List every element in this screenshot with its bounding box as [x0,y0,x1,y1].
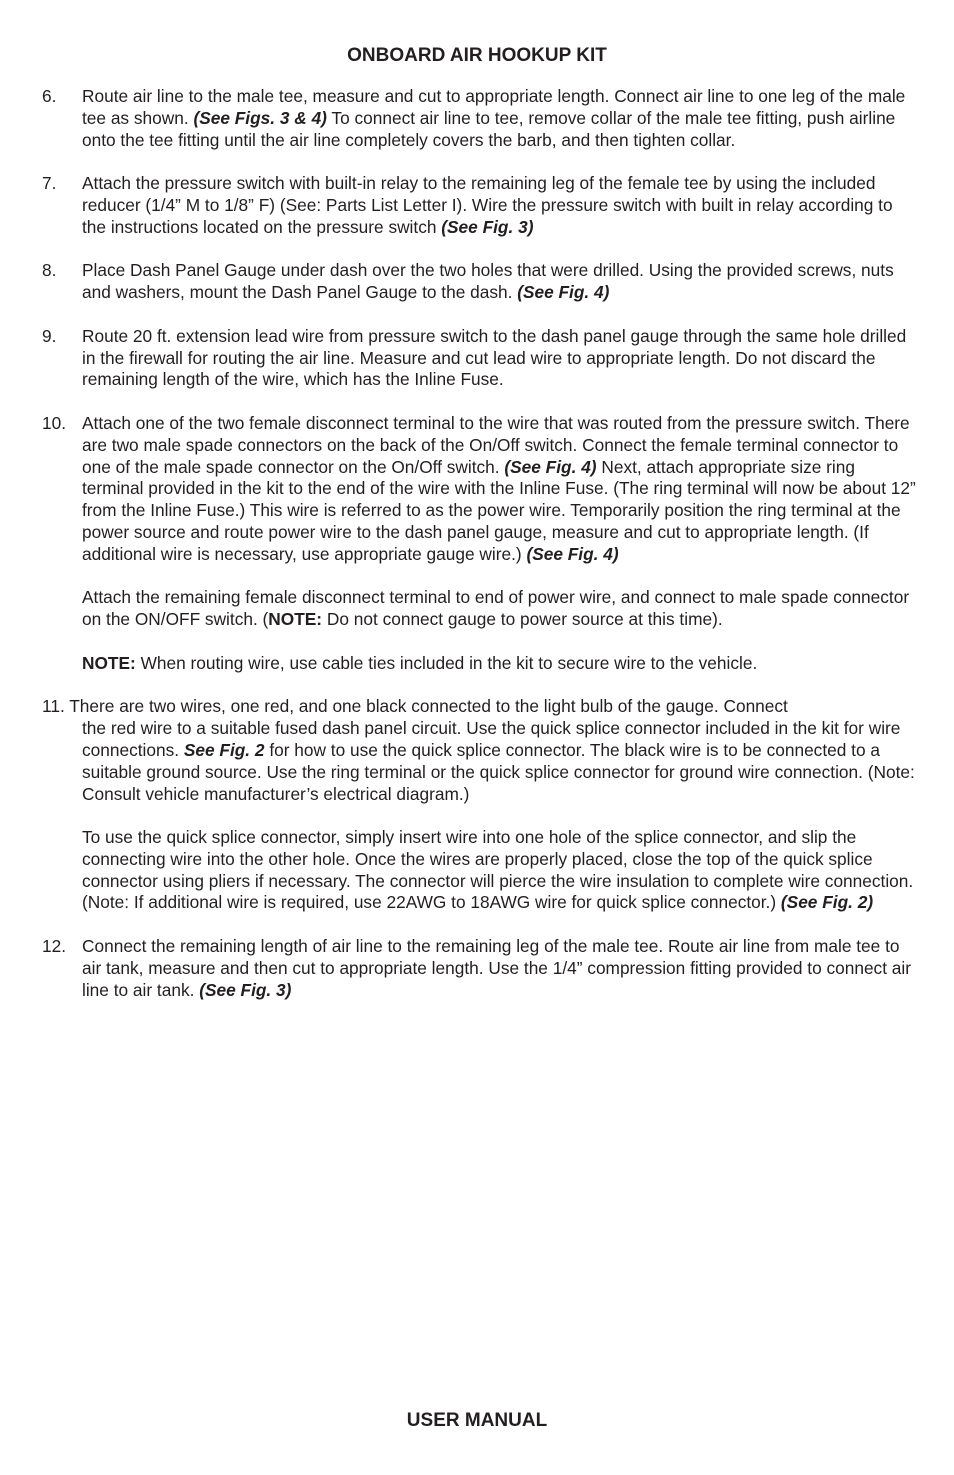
figure-reference: (See Fig. 4) [526,543,619,564]
step-text-part: Attach the pressure switch with built-in relay to the remaining leg of the female tee by using the included reducer (1/4” M to 1/8” F) (See: Parts List Letter I). Wire the pressure switch with built in relay according to the instructions located on the pressure switch [82,173,893,237]
step-6 [42,86,917,151]
step-text-part: There are two wires, one red, and one black connected to the light bulb of the gauge. Connect [69,696,788,717]
step-note [82,653,917,675]
step-number: 8. [42,260,57,281]
step-number: 9. [42,325,57,346]
step-number: 12. [42,936,67,957]
page-footer: USER MANUAL [406,1410,548,1431]
figure-reference: (See Fig. 4) [517,282,610,303]
figure-reference: (See Fig. 4) [504,456,597,477]
step-text [82,413,917,566]
step-text-part: Place Dash Panel Gauge under dash over the two holes that were drilled. Using the provided screws, nuts and washers, mount the Dash Panel Gauge to the dash. [82,260,894,303]
page-title: ONBOARD AIR HOOKUP KIT [347,45,607,66]
step-text-part: To connect air line to tee, remove collar of the male tee fitting, push airline onto the tee fitting until the air line completely covers the barb, and then tighten collar. [82,107,896,150]
step-first-line [42,696,917,718]
step-text-part: Route air line to the male tee, measure and cut to appropriate length. Connect air line to one leg of the male tee as shown. [82,86,906,128]
step-8 [42,260,917,304]
step-text-part: To use the quick splice connector, simply insert wire into one hole of the splice connector, and slip the connecting wire into the other hole. Once the wires are properly placed, close the top of the quick splice connector using pliers if necessary. The connector will pierce the wire insulation to complete wire connection. (Note: If additional wire is required, use 22AWG to 18AWG wire for quick splice connector.) [82,827,914,913]
step-12 [42,936,917,1001]
step-9 [42,326,917,391]
step-text-part: Do not connect gauge to power source at this time). [322,609,723,630]
step-text-part: the red wire to a suitable fused dash panel circuit. Use the quick splice connector included in the kit for wire connections. [82,718,901,760]
step-text: Route 20 ft. extension lead wire from pressure switch to the dash panel gauge through the same hole drilled in the firewall for routing the air line. Measure and cut lead wire to appropriate length. Do not discard the remaining length of the wire, which has the Inline Fuse. [82,325,907,390]
step-text-part: Connect the remaining length of air line to the remaining leg of the male tee. Route air line from male tee to air tank, measure and then cut to appropriate length. Use the 1/4” compression fitting provided to connect air line to air tank. [82,936,912,1000]
step-number: 7. [42,173,57,194]
step-text [82,260,917,304]
note-label: NOTE: [268,609,323,630]
step-11 [42,696,917,914]
step-text-part: Attach one of the two female disconnect terminal to the wire that was routed from the pressure switch. There are two male spade connectors on the back of the On/Off switch. Connect the female terminal connector to one of the male spade connector on the On/Off switch. [82,412,910,477]
step-text-part: Next, attach appropriate size ring terminal provided in the kit to the end of the wire with the Inline Fuse. (The ring terminal will now be about 12” from the Inline Fuse.) This wire is referred to as the power wire. Temporarily position the ring terminal at the power source and route power wire to the dash panel gauge, measure and cut to appropriate length. (If additional wire is necessary, use appropriate gauge wire.) [82,456,916,564]
step-text-part: Attach the remaining female disconnect terminal to end of power wire, and connect to male spade connector on the ON/OFF switch. ( [82,587,910,630]
step-text [82,936,917,1001]
step-text [42,718,917,805]
step-text-part: for how to use the quick splice connector. The black wire is to be connected to a suitable ground source. Use the ring terminal or the quick splice connector for ground wire connection. (Note: Consult vehicle manufacturer’s electrical diagram.) [82,739,915,804]
step-subparagraph [42,827,917,914]
step-text [82,86,917,151]
step-text-part: When routing wire, use cable ties included in the kit to secure wire to the vehicle. [135,652,758,673]
figure-reference: (See Figs. 3 & 4) [193,107,327,128]
figure-reference: (See Fig. 3) [441,216,534,237]
figure-reference: (See Fig. 2) [780,892,874,913]
step-number: 6. [42,86,57,106]
step-subparagraph [82,587,917,631]
step-number: 10. [42,412,67,433]
step-text [82,173,917,238]
step-number: 11. [42,696,65,717]
figure-reference: (See Fig. 3) [199,979,292,1000]
step-10 [42,413,917,675]
note-label: NOTE: [82,652,136,673]
figure-reference: See Fig. 2 [183,739,265,760]
step-7 [42,173,917,238]
instructions-list [42,86,917,1023]
